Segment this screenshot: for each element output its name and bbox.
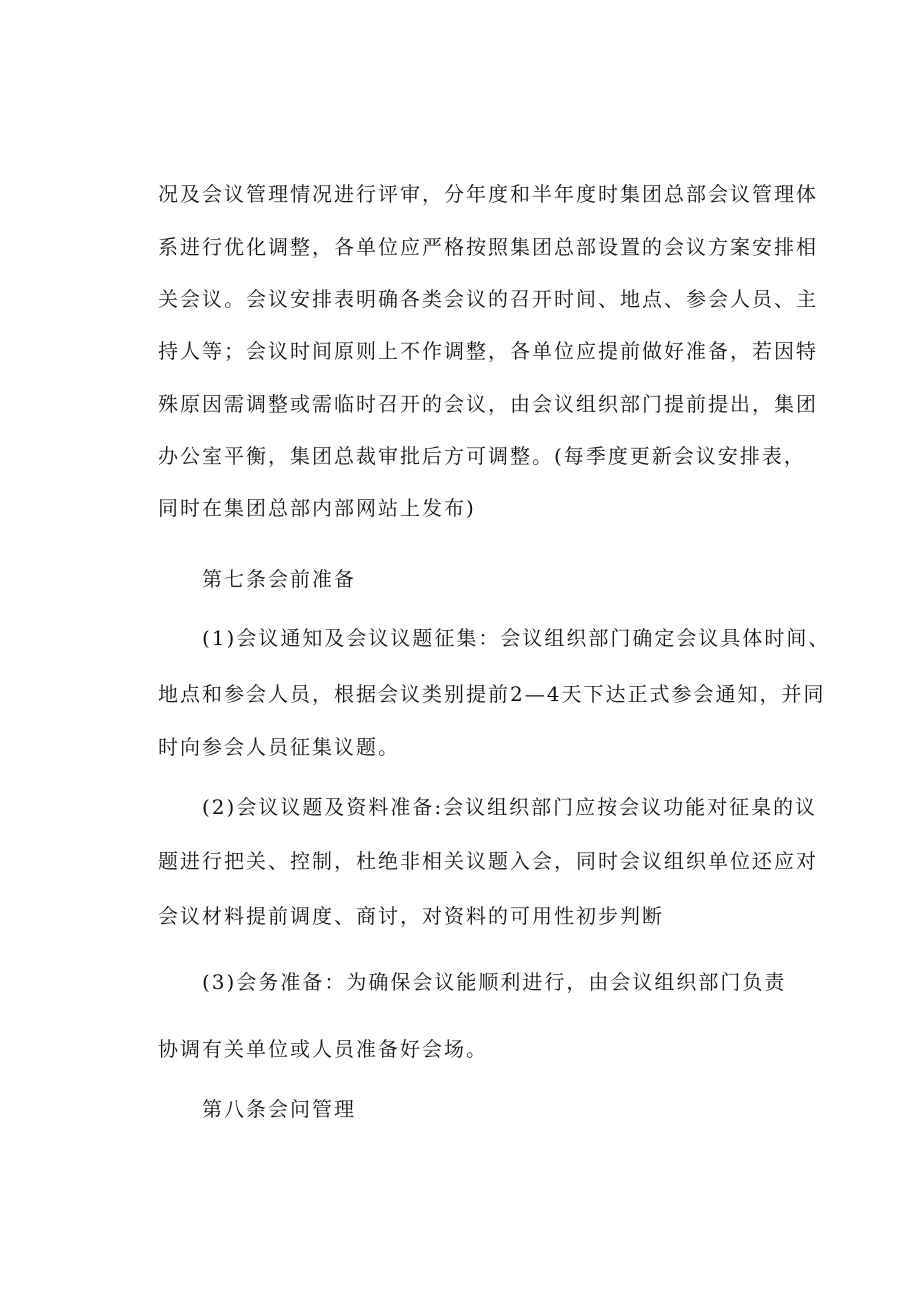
article-8-heading: 第八条会问管理 (202, 1097, 356, 1121)
item-1-line: 时向参会人员征集议题。 (158, 735, 400, 759)
paragraph-line: 系进行优化调整，各单位应严格按照集团总部设置的会议方案安排相 (158, 235, 818, 259)
item-2-line: 会议材料提前调度、商讨，对资料的可用性初步判断 (158, 904, 664, 928)
item-2-line: (2)会议议题及资料准备:会议组织部门应按会议功能对征臬的议 (202, 795, 818, 819)
paragraph-line: 持人等；会议时间原则上不作调整，各单位应提前做好准备，若因特 (158, 339, 818, 363)
item-3-line: 协调有关单位或人员准备好会场。 (158, 1037, 488, 1061)
article-7-heading: 第七条会前准备 (202, 567, 356, 591)
paragraph-line: 殊原因需调整或需临时召开的会议，由会议组织部门提前提出，集团 (158, 392, 818, 416)
item-2-line: 题进行把关、控制，杜绝非相关议题入会，同时会议组织单位还应对 (158, 849, 818, 873)
item-1-line: 地点和参会人员，根据会议类别提前2—4天下达正式参会通知，并同 (158, 682, 826, 706)
item-1-line: (1)会议通知及会议议题征集：会议组织部门确定会议具体时间、 (202, 626, 831, 650)
item-3-line: (3)会务准备：为确保会议能顺利进行，由会议组织部门负责 (202, 970, 787, 994)
paragraph-line: 况及会议管理情况进行评审，分年度和半年度时集团总部会议管理体 (158, 182, 818, 206)
paragraph-line: 关会议。会议安排表明确各类会议的召开时间、地点、参会人员、主 (158, 287, 818, 311)
paragraph-line: 办公室平衡，集团总裁审批后方可调整。(每季度更新会议安排表， (158, 444, 806, 468)
paragraph-line: 同时在集团总部内部网站上发布) (158, 496, 476, 520)
